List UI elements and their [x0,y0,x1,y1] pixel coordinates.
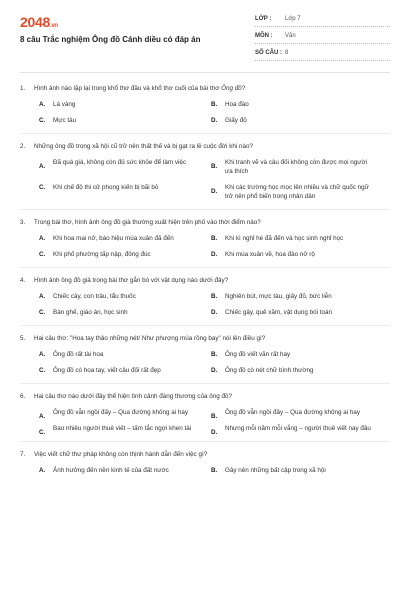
question-2 [20,142,390,210]
option-text: Hoa đào [225,101,249,108]
question-number: 7. [20,451,26,458]
meta-label: LỚP : [255,16,272,22]
meta-label: SỐ CÂU : [255,50,282,56]
option-c[interactable] [39,116,211,125]
option-letter: C. [39,367,46,374]
answer-options [20,408,390,436]
option-text: Nghiên bút, mực tàu, giấy đỏ, bức liễn [225,293,332,300]
option-text: Lá vàng [53,101,76,108]
option-text: Bao nhiêu người thuê viết – tấm tắc ngợi khen tài [53,425,192,432]
question-stem [20,392,390,401]
answer-options [20,100,390,125]
option-letter: A. [39,351,46,358]
option-letter: B. [211,293,218,300]
document-title: 8 câu Trắc nghiệm Ông đồ Cánh diều có đáp án [20,35,201,44]
option-letter: A. [39,293,46,300]
option-d[interactable] [211,366,383,375]
answer-options [20,350,390,375]
logo-tld: .vn [49,23,58,29]
meta-value: 8 [285,50,289,56]
meta-label: MÔN : [255,33,273,39]
option-b[interactable] [211,350,383,359]
option-c[interactable] [39,183,211,201]
question-text-italic: Ông đồ [221,85,242,92]
question-text-end: ? [241,85,246,92]
option-text: Ông đồ rất tài hoa [53,351,104,358]
option-text: Khi các trường học mọc lên nhiều và chữ quốc ngữ trở nên phổ biến trong nhân dân [225,184,369,200]
logo-main: 2048 [20,14,50,30]
answer-options [20,466,390,475]
option-letter: A. [39,163,46,170]
option-a[interactable] [39,158,211,176]
option-text: Khi tranh vẽ và câu đối không còn được mọi người ưa thích [225,159,368,175]
option-letter: C. [39,184,46,191]
question-text: Việc viết chữ thư pháp không còn thịnh hành dẫn đến việc gì? [34,451,208,458]
option-text: Bàn ghế, giáo án, học sinh [53,309,128,316]
meta-value: Văn [285,33,296,39]
option-letter: D. [211,251,218,258]
option-d[interactable] [211,424,383,436]
question-3 [20,218,390,268]
question-stem [20,450,390,459]
option-c[interactable] [39,250,211,259]
question-text: Hai câu thơ: "Hoa tay thảo những nét/ Như phượng múa rồng bay" nói lên điều gì? [34,335,266,342]
option-text: Khi phố phường tấp nập, đông đúc [53,251,151,258]
answer-options [20,234,390,259]
question-number: 2. [20,143,26,150]
option-text: Gây nên những bất cập trong xã hội [225,467,326,474]
option-letter: D. [211,117,218,124]
option-text: Mực tàu [53,117,77,124]
question-text: Hai câu thơ nào dưới đây thể hiện tình cảnh đáng thương của ông đồ? [34,393,232,400]
meta-row-class [255,14,390,27]
option-letter: D. [211,188,218,195]
option-letter: A. [39,101,46,108]
option-letter: C. [39,251,46,258]
option-text: Ông đồ có nét chữ bình thường [225,367,314,374]
question-list [20,76,390,483]
site-logo[interactable] [20,14,58,30]
option-letter: D. [211,429,218,436]
option-a[interactable] [39,408,211,420]
option-a[interactable] [39,100,211,109]
option-text: Khi hoa mai nở, báo hiệu mùa xuân đã đến [53,235,174,242]
option-text: Ông đồ viết văn rất hay [225,351,291,358]
quiz-meta [255,14,390,65]
answer-options [20,292,390,317]
option-letter: A. [39,235,46,242]
option-text: Đã quá già, không còn đủ sức khỏe để làm việc [53,159,187,166]
meta-row-subject [255,31,390,44]
option-letter: B. [211,235,218,242]
question-text: Hình ảnh nào lặp lại trong khổ thơ đầu và khổ thơ cuối của bài thơ [34,85,222,92]
option-text: Nhưng mỗi năm mỗi vắng – người thuê viết nay đâu [225,425,371,432]
meta-row-count [255,48,390,61]
option-d[interactable] [211,116,383,125]
question-number: 3. [20,219,26,226]
question-number: 4. [20,277,26,284]
question-text: Hình ảnh ông đồ già trong bài thơ gắn bó với vật dụng nào dưới đây? [34,277,229,284]
option-b[interactable] [211,466,383,475]
option-letter: A. [39,467,46,474]
option-text: Giấy đỏ [225,117,247,124]
option-text: Ông đồ vẫn ngồi đấy – Qua đường không ai hay [53,409,189,416]
option-d[interactable] [211,183,383,201]
question-number: 6. [20,393,26,400]
option-c[interactable] [39,308,211,317]
option-text: Khi chế độ thi cử phong kiến bị bãi bỏ [53,184,159,191]
option-a[interactable] [39,234,211,243]
question-number: 1. [20,85,26,92]
option-b[interactable] [211,234,383,243]
question-stem [20,84,390,93]
option-letter: B. [211,351,218,358]
page-header [0,0,400,70]
meta-value: Lớp 7 [285,16,301,22]
question-stem [20,276,390,285]
option-letter: A. [39,413,46,420]
option-text: Ông đồ có hoa tay, viết câu đối rất đẹp [53,367,161,374]
question-4 [20,276,390,326]
question-6 [20,392,390,442]
option-d[interactable] [211,308,383,317]
option-b[interactable] [211,100,383,109]
question-number: 5. [20,335,26,342]
option-b[interactable] [211,158,383,176]
option-letter: C. [39,429,46,436]
answer-options [20,158,390,201]
option-letter: D. [211,309,218,316]
question-stem [20,218,390,227]
option-text: Chiếc cày, con trâu, tẩu thuốc [53,293,136,300]
option-letter: C. [39,117,46,124]
option-letter: B. [211,163,218,170]
option-a[interactable] [39,350,211,359]
option-a[interactable] [39,292,211,301]
option-d[interactable] [211,250,383,259]
question-text: Trong bài thơ, hình ảnh ông đồ già thường xuất hiện trên phố vào thời điểm nào? [34,219,261,226]
option-c[interactable] [39,424,211,436]
option-b[interactable] [211,408,383,420]
question-5 [20,334,390,384]
question-7 [20,450,390,483]
option-text: Khi mùa xuân về, hoa đào nở rộ [225,251,315,258]
header-divider [20,72,390,73]
option-letter: B. [211,101,218,108]
option-letter: B. [211,413,218,420]
option-b[interactable] [211,292,383,301]
option-a[interactable] [39,466,211,475]
option-letter: B. [211,467,218,474]
option-text: Khi kì nghỉ hè đã đến và học sinh nghỉ học [225,235,344,242]
option-c[interactable] [39,366,211,375]
option-text: Chiếc gậy, quẻ xăm, vật dụng bói toán [225,309,332,316]
option-letter: C. [39,309,46,316]
question-text: Những ông đồ trong xã hội cũ trở nên thất thế và bị gạt ra lề cuộc đời khi nào? [34,143,254,150]
option-text: Ông đồ vẫn ngồi đây – Qua đường không ai hay [225,409,361,416]
option-letter: D. [211,367,218,374]
question-1 [20,84,390,134]
option-text: Ảnh hưởng đến nền kinh tế của đất nước [53,467,169,474]
question-stem [20,334,390,343]
question-stem [20,142,390,151]
